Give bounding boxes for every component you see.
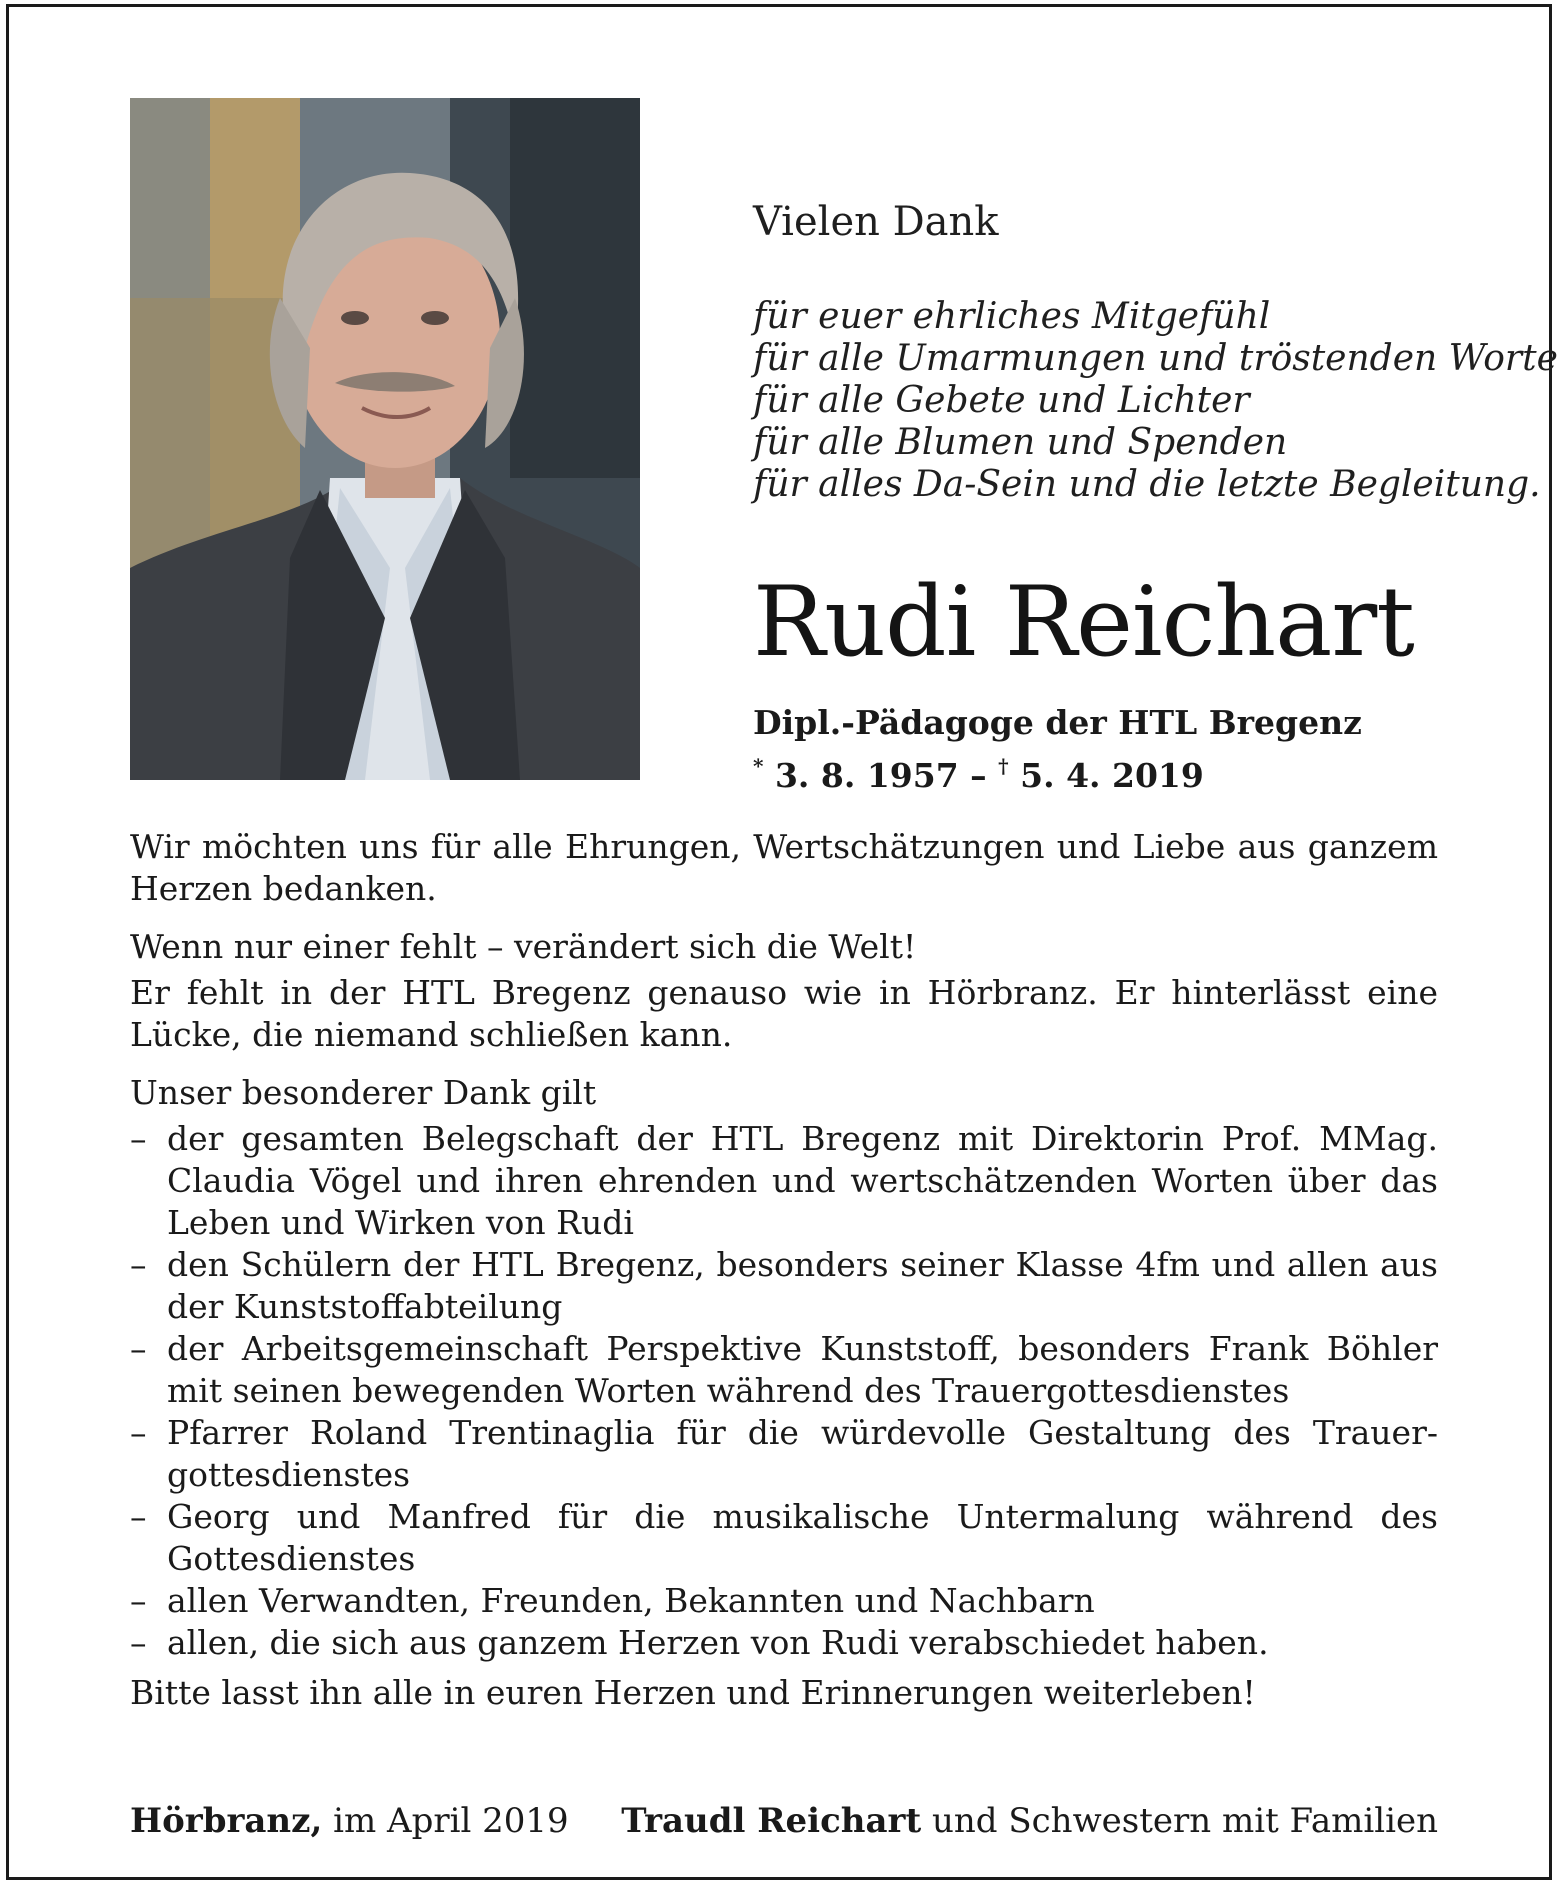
thanks-list [130,1118,1438,1664]
life-dates [753,745,1204,797]
signer-rest: und Schwestern mit Familien [921,1801,1438,1841]
list-dash: – [130,1581,147,1620]
thanks-line: für alle Umarmungen und tröstenden Worte [753,338,1558,379]
list-item-text: der gesamten Belegschaft der HTL Bregenz mit Direktorin Prof. MMag. Claudia Vögel und ihren ehrenden und wertschätzenden Worten über das Leben und Wirken von Rudi [167,1119,1438,1242]
list-item-text: allen, die sich aus ganzem Herzen von Rudi verabschiedet haben. [167,1623,1269,1662]
birth-date: 3. 8. 1957 – [763,756,999,795]
list-item [130,1118,1438,1244]
list-item-text: Pfarrer Roland Trentinaglia für die würdevolle Gestaltung des Trauergottesdienstes [167,1413,1438,1494]
death-date: 5. 4. 2019 [1008,756,1204,795]
list-dash: – [130,1245,147,1284]
thanks-line: für euer ehrliches Mitgefühl [753,296,1271,337]
list-item-text: allen Verwandten, Freunden, Bekannten und Nachbarn [167,1581,1095,1620]
list-dash: – [130,1329,147,1368]
notice-body [130,826,1438,1730]
list-item [130,1496,1438,1580]
thanks-line: für alle Gebete und Lichter [753,380,1250,421]
place: Hörbranz, [130,1801,323,1841]
portrait-photo [130,98,640,780]
signers [621,1800,1438,1842]
list-dash: – [130,1497,147,1536]
thanks-lines [753,296,1558,506]
thanks-line: für alles Da-Sein und die letzte Begleitung. [753,464,1541,505]
birth-symbol: * [753,754,764,778]
deceased-name: Rudi Reichart [753,566,1414,678]
thanks-heading: Vielen Dank [753,199,999,245]
list-item-text: Georg und Manfred für die musikalische Untermalung während des Gottesdienstes [167,1497,1438,1578]
date: im April 2019 [322,1801,569,1841]
closing-paragraph: Bitte lasst ihn alle in euren Herzen und Erinnerungen weiterleben! [130,1673,1256,1712]
deceased-title: Dipl.-Pädagoge der HTL Bregenz [753,703,1362,742]
list-item [130,1622,1438,1664]
quote-paragraph: Wenn nur einer fehlt – verändert sich die Welt! [130,927,917,966]
list-dash: – [130,1623,147,1662]
list-item [130,1244,1438,1328]
thanks-line: für alle Blumen und Spenden [753,422,1288,463]
death-symbol: † [998,754,1009,778]
place-date [130,1800,569,1842]
list-dash: – [130,1413,147,1452]
gratitude-paragraph: Wir möchten uns für alle Ehrungen, Wertschätzungen und Liebe aus ganzem Herzen bedanken. [130,827,1438,908]
list-item-text: den Schülern der HTL Bregenz, besonders seiner Klasse 4fm und allen aus der Kunststoffabteilung [167,1245,1438,1326]
list-dash: – [130,1119,147,1158]
list-item [130,1328,1438,1412]
list-item [130,1412,1438,1496]
missing-paragraph: Er fehlt in der HTL Bregenz genauso wie in Hörbranz. Er hinterlässt eine Lücke, die niemand schließen kann. [130,973,1438,1054]
list-item-text: der Arbeitsgemeinschaft Perspektive Kunststoff, besonders Frank Böhler mit seinen bewegenden Worten während des Trauergottesdienstes [167,1329,1438,1410]
list-item [130,1580,1438,1622]
list-intro: Unser besonderer Dank gilt [130,1073,597,1112]
signer-name: Traudl Reichart [621,1801,922,1841]
